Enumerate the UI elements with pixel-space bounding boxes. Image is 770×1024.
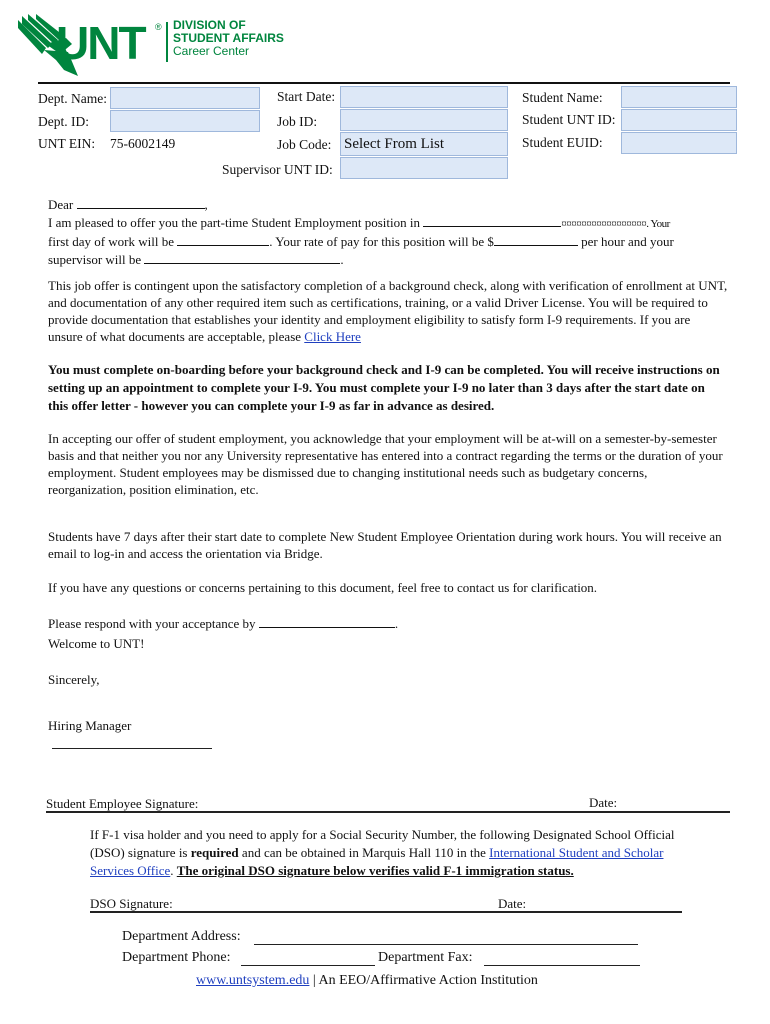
student-date-label: Date: bbox=[589, 795, 618, 810]
student-unt-id-field[interactable] bbox=[621, 109, 737, 131]
offer-paragraph bbox=[48, 196, 728, 269]
pay-rate-text: . Your rate of pay for this position will be $ bbox=[269, 234, 494, 249]
respond-period: . bbox=[394, 616, 399, 631]
logo-line2: STUDENT AFFAIRS bbox=[173, 31, 284, 45]
offer-overlap-text: ¤¤¤¤¤¤¤¤¤¤¤¤¤¤¤¤¤. Your bbox=[561, 218, 670, 230]
dept-name-field[interactable] bbox=[110, 87, 260, 109]
dear-text: Dear bbox=[48, 197, 74, 212]
dear-name-blank bbox=[77, 197, 205, 209]
contingent-paragraph bbox=[48, 277, 728, 345]
contingent-text: This job offer is contingent upon the satisfactory completion of a background check, along with verification of enrollment at UNT, and documentation of any other required item such as certifications, training, or a valid Driver License. You will be required to provide documentation that establishes your identity and employment eligibility to satisfy form I-9 requirements. If you are unsure of what documents are acceptable, please bbox=[48, 278, 728, 344]
first-day-text: first day of work will be bbox=[48, 234, 175, 249]
first-day-blank bbox=[177, 234, 269, 246]
supervisor-period: . bbox=[340, 252, 344, 267]
unt-ein-value: 75-6002149 bbox=[110, 136, 176, 151]
logo-divider bbox=[166, 22, 168, 62]
f1-text-a: If F-1 visa holder and you need to apply for a Social Security Number, the following Designated School Official (DSO) signature is bbox=[90, 827, 675, 860]
questions-paragraph: If you have any questions or concerns pertaining to this document, feel free to contact us for clarification. bbox=[48, 580, 598, 595]
f1-paragraph bbox=[90, 826, 690, 880]
position-blank bbox=[423, 215, 561, 227]
welcome-text: Welcome to UNT! bbox=[48, 636, 145, 651]
start-date-field[interactable] bbox=[340, 86, 508, 108]
student-euid-label: Student EUID: bbox=[522, 135, 603, 150]
job-id-field[interactable] bbox=[340, 109, 508, 131]
respond-paragraph bbox=[48, 614, 728, 654]
at-will-paragraph: In accepting our offer of student employment, you acknowledge that your employment will be at-will on a semester-by-semester basis and that neither you nor any University representative has entered into a contract regarding the terms or the duration of your employment. Student employees may be dismissed due to changing institutional needs such as budgetary concerns, reorganization, position elimination, etc. bbox=[48, 431, 723, 497]
sincerely-text: Sincerely, bbox=[48, 672, 100, 687]
supervisor-id-field[interactable] bbox=[340, 157, 508, 179]
dso-date-label: Date: bbox=[498, 896, 527, 911]
click-here-link[interactable]: Click Here bbox=[304, 329, 361, 344]
eeo-text: | An EEO/Affirmative Action Institution bbox=[312, 973, 538, 988]
dept-address-line bbox=[254, 944, 638, 945]
f1-bold-statement: The original DSO signature below verifies valid F-1 immigration status. bbox=[176, 863, 574, 878]
dept-fax-label: Department Fax: bbox=[378, 950, 473, 965]
dept-address-label: Department Address: bbox=[122, 929, 241, 944]
student-name-label: Student Name: bbox=[522, 90, 603, 105]
student-signature-line bbox=[46, 811, 730, 813]
job-code-selected: Select From List bbox=[344, 136, 444, 152]
dept-id-label: Dept. ID: bbox=[38, 114, 89, 129]
dept-phone-line bbox=[241, 965, 375, 966]
hiring-manager-signature-line bbox=[52, 748, 212, 749]
isss-office-link[interactable]: International Student and Scholar Services Office bbox=[90, 845, 664, 878]
header-rule bbox=[38, 82, 730, 84]
f1-required-text: required bbox=[190, 845, 239, 860]
supervisor-label: Supervisor UNT ID: bbox=[222, 162, 333, 177]
job-code-select[interactable] bbox=[340, 132, 508, 156]
dept-id-field[interactable] bbox=[110, 110, 260, 132]
dept-fax-line bbox=[484, 965, 640, 966]
footer-line bbox=[196, 972, 538, 990]
acceptance-date-blank bbox=[259, 616, 395, 628]
hiring-manager-text: Hiring Manager bbox=[48, 718, 132, 733]
logo-line1: DIVISION OF bbox=[173, 18, 246, 32]
student-euid-field[interactable] bbox=[621, 132, 737, 154]
student-unt-id-label: Student UNT ID: bbox=[522, 112, 616, 127]
logo-line3: Career Center bbox=[173, 44, 250, 58]
registered-mark: ® bbox=[155, 22, 162, 32]
dso-signature-line bbox=[90, 911, 682, 913]
supervisor-text: supervisor will be bbox=[48, 252, 142, 267]
dept-phone-label: Department Phone: bbox=[122, 950, 231, 965]
unt-logo bbox=[16, 14, 286, 80]
per-hour-text: per hour and your bbox=[581, 234, 674, 249]
job-id-label: Job ID: bbox=[277, 114, 318, 129]
f1-period: . bbox=[170, 863, 174, 878]
onboarding-paragraph: You must complete on-boarding before your background check and I-9 can be completed. You will receive instructions on setting up an appointment to complete your I-9. You must complete your I-9 no later than 3 days after the start date on this offer letter - however you can complete your I-9 as far in advance as desired. bbox=[48, 362, 720, 413]
f1-text-b: and can be obtained in Marquis Hall 110 in the bbox=[241, 845, 486, 860]
dear-comma: , bbox=[204, 197, 208, 212]
dept-name-label: Dept. Name: bbox=[38, 91, 107, 106]
pay-rate-blank bbox=[494, 234, 578, 246]
start-date-label: Start Date: bbox=[277, 89, 336, 104]
dso-signature-label: DSO Signature: bbox=[90, 896, 173, 911]
offer-intro-text: I am pleased to offer you the part-time Student Employment position in bbox=[48, 215, 420, 230]
supervisor-blank bbox=[144, 252, 340, 264]
student-signature-label: Student Employee Signature: bbox=[46, 796, 199, 811]
job-code-label: Job Code: bbox=[277, 137, 332, 152]
respond-text: Please respond with your acceptance by bbox=[48, 616, 256, 631]
website-link[interactable]: www.untsystem.edu bbox=[196, 973, 310, 988]
unt-wordmark: UNT bbox=[56, 17, 145, 69]
student-name-field[interactable] bbox=[621, 86, 737, 108]
unt-ein-label: UNT EIN: bbox=[38, 136, 96, 151]
orientation-paragraph: Students have 7 days after their start date to complete New Student Employee Orientation during work hours. You will receive an email to log-in and access the orientation via Bridge. bbox=[48, 529, 722, 561]
